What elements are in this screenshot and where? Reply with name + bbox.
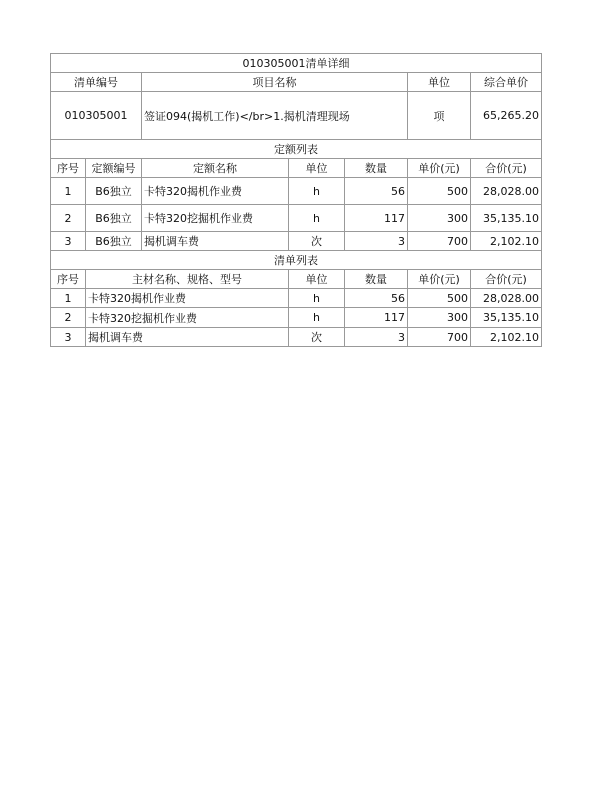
list-seq: 2 — [51, 308, 86, 328]
list-qty: 117 — [345, 308, 408, 328]
quota-code: B6独立 — [86, 205, 142, 232]
quota-qty: 117 — [345, 205, 408, 232]
quota-seq: 3 — [51, 232, 86, 251]
quota-row — [51, 178, 542, 205]
list-total: 28,028.00 — [471, 289, 542, 308]
quota-unit: 次 — [289, 232, 345, 251]
list-header-unit: 单位 — [289, 270, 345, 289]
list-header-unit-price: 单价(元) — [408, 270, 471, 289]
quota-name: 卡特320挖掘机作业费 — [142, 205, 289, 232]
quota-total: 28,028.00 — [471, 178, 542, 205]
quota-header-seq: 序号 — [51, 159, 86, 178]
item-header-row — [51, 73, 542, 92]
quota-code: B6独立 — [86, 232, 142, 251]
item-price: 65,265.20 — [471, 92, 542, 140]
quota-header-unit-price: 单价(元) — [408, 159, 471, 178]
list-name: 卡特320挖掘机作业费 — [86, 308, 289, 328]
quota-row — [51, 232, 542, 251]
quota-code: B6独立 — [86, 178, 142, 205]
bill-detail-table — [50, 53, 542, 347]
list-name: 揭机调车费 — [86, 328, 289, 347]
item-code: 010305001 — [51, 92, 142, 140]
quota-header-qty: 数量 — [345, 159, 408, 178]
list-seq: 3 — [51, 328, 86, 347]
header-unit: 单位 — [408, 73, 471, 92]
list-row — [51, 308, 542, 328]
quota-total: 2,102.10 — [471, 232, 542, 251]
item-unit: 项 — [408, 92, 471, 140]
quota-header-name: 定额名称 — [142, 159, 289, 178]
header-name: 项目名称 — [142, 73, 408, 92]
quota-unit-price: 700 — [408, 232, 471, 251]
list-section-title: 清单列表 — [51, 251, 542, 270]
list-qty: 56 — [345, 289, 408, 308]
quota-row — [51, 205, 542, 232]
quota-header-unit: 单位 — [289, 159, 345, 178]
quota-qty: 56 — [345, 178, 408, 205]
item-row — [51, 92, 542, 140]
quota-name: 揭机调车费 — [142, 232, 289, 251]
quota-name: 卡特320揭机作业费 — [142, 178, 289, 205]
quota-total: 35,135.10 — [471, 205, 542, 232]
list-header-total: 合价(元) — [471, 270, 542, 289]
list-row — [51, 289, 542, 308]
list-unit-price: 500 — [408, 289, 471, 308]
quota-header-total: 合价(元) — [471, 159, 542, 178]
quota-seq: 1 — [51, 178, 86, 205]
item-name: 签证094(揭机工作)</br>1.揭机清理现场 — [142, 92, 408, 140]
list-unit: 次 — [289, 328, 345, 347]
list-header-name: 主材名称、规格、型号 — [86, 270, 289, 289]
list-unit-price: 300 — [408, 308, 471, 328]
quota-qty: 3 — [345, 232, 408, 251]
list-row — [51, 328, 542, 347]
quota-unit-price: 300 — [408, 205, 471, 232]
list-header-seq: 序号 — [51, 270, 86, 289]
header-code: 清单编号 — [51, 73, 142, 92]
list-total: 35,135.10 — [471, 308, 542, 328]
quota-section-title: 定额列表 — [51, 140, 542, 159]
quota-unit: h — [289, 178, 345, 205]
list-header-qty: 数量 — [345, 270, 408, 289]
quota-unit-price: 500 — [408, 178, 471, 205]
list-header-row — [51, 270, 542, 289]
list-seq: 1 — [51, 289, 86, 308]
list-unit: h — [289, 308, 345, 328]
quota-unit: h — [289, 205, 345, 232]
list-name: 卡特320揭机作业费 — [86, 289, 289, 308]
list-total: 2,102.10 — [471, 328, 542, 347]
list-qty: 3 — [345, 328, 408, 347]
header-price: 综合单价 — [471, 73, 542, 92]
quota-seq: 2 — [51, 205, 86, 232]
quota-header-row — [51, 159, 542, 178]
list-unit: h — [289, 289, 345, 308]
quota-header-code: 定额编号 — [86, 159, 142, 178]
list-unit-price: 700 — [408, 328, 471, 347]
sheet-title: 010305001清单详细 — [51, 54, 542, 73]
